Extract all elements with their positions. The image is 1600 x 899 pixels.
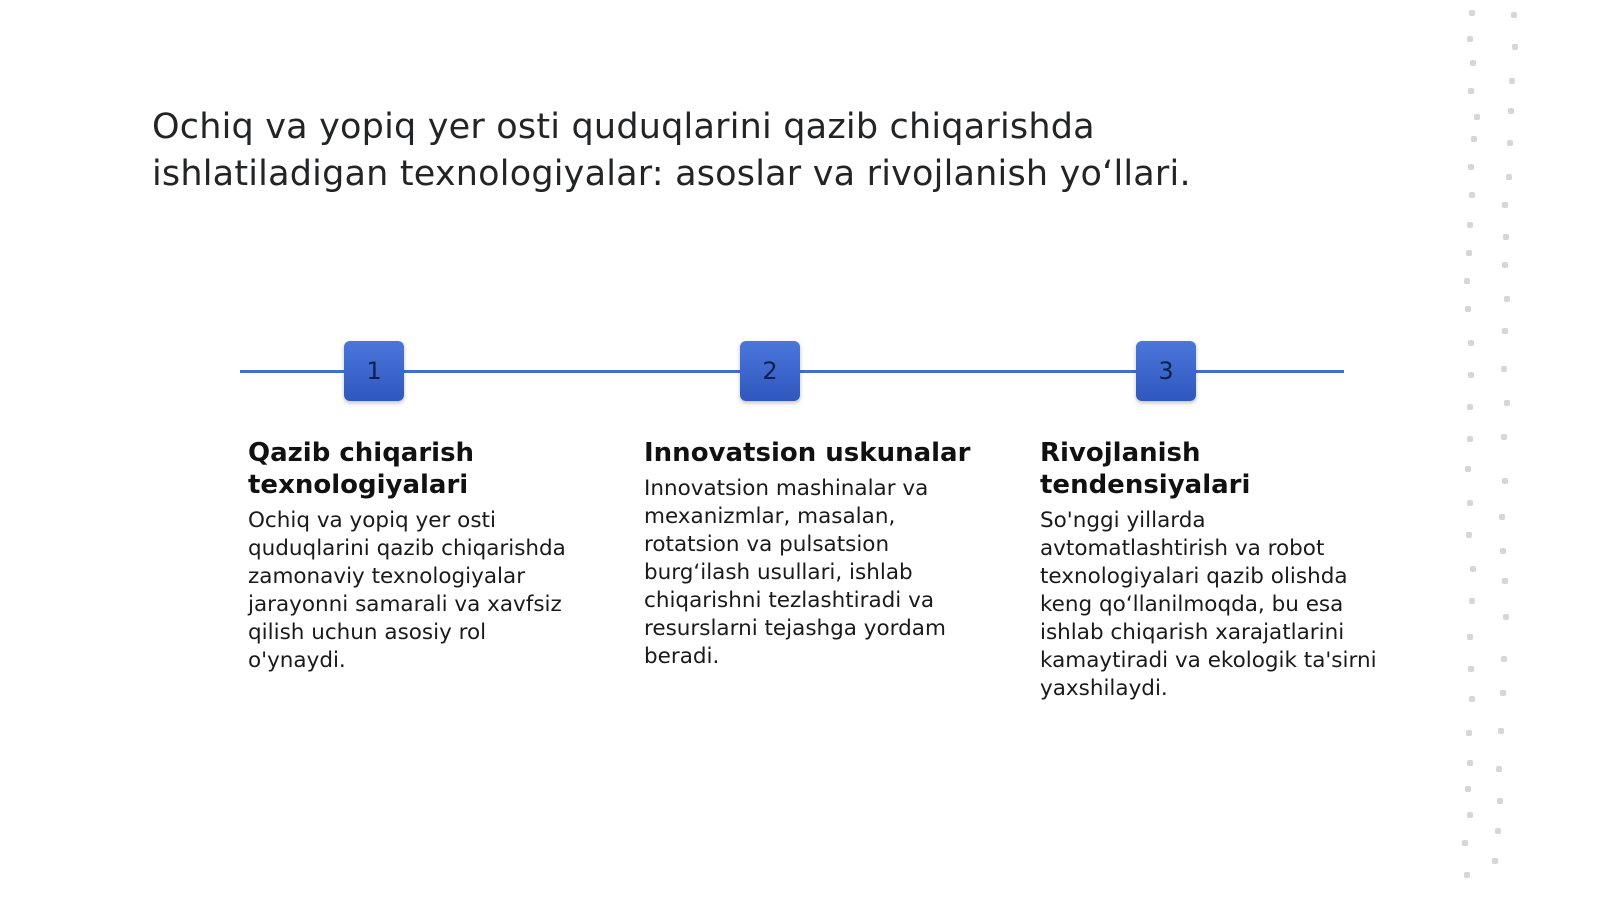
timeline-card-2 (644, 437, 984, 671)
timeline-card-1 (248, 437, 588, 675)
slide-title: Ochiq va yopiq yer osti quduqlarini qazib chiqarishda ishlatiladigan texnologiyalar: asoslar va rivojlanish yo‘llari. (152, 107, 1191, 194)
step-number: 2 (762, 357, 778, 385)
card-heading: Qazib chiqarish texnologiyalari (248, 438, 475, 500)
step-marker-1 (344, 341, 404, 401)
card-heading: Rivojlanish tendensiyalari (1040, 438, 1251, 500)
step-number: 1 (366, 357, 382, 385)
card-text: Ochiq va yopiq yer osti quduqlarini qazib chiqarishda zamonaviy texnologiyalar jarayonni samarali va xavfsiz qilish uchun asosiy rol o'ynaydi. (248, 508, 566, 673)
card-heading: Innovatsion uskunalar (644, 438, 971, 468)
decorative-dots (1440, 0, 1600, 899)
card-text: So'nggi yillarda avtomatlashtirish va robot texnologiyalari qazib olishda keng qo‘llanilmoqda, bu esa ishlab chiqarish xarajatlarini kamaytiradi va ekologik ta'sirni yaxshilaydi. (1040, 508, 1377, 701)
step-number: 3 (1158, 357, 1174, 385)
timeline-card-3 (1040, 437, 1380, 703)
step-marker-3 (1136, 341, 1196, 401)
card-text: Innovatsion mashinalar va mexanizmlar, masalan, rotatsion va pulsatsion burg‘ilash usullari, ishlab chiqarishni tezlashtiradi va resurslarni tejashga yordam beradi. (644, 476, 946, 669)
step-marker-2 (740, 341, 800, 401)
